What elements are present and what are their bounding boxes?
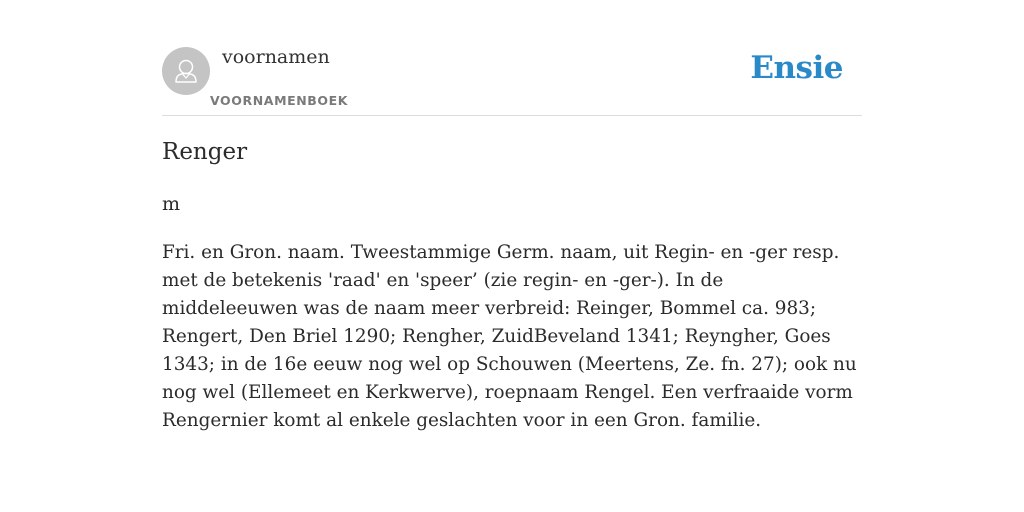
entry-container: [162, 0, 862, 431]
avatar-person-icon: [162, 47, 210, 95]
entry-title: Renger: [162, 139, 248, 165]
user-avatar-icon[interactable]: [162, 47, 210, 95]
ensie-logo[interactable]: Ensie: [750, 50, 843, 86]
author-name-link[interactable]: voornamen: [222, 46, 330, 68]
entry-header: [162, 0, 862, 116]
entry-gender: m: [162, 193, 181, 215]
category-link[interactable]: VOORNAMENBOEK: [210, 93, 349, 108]
entry-definition: Fri. en Gron. naam. Tweestammige Germ. naam, uit Regin- en -ger resp. met de betekenis 'raad' en 'speer’ (zie regin- en -ger-). In de middeleeuwen was de naam meer verbreid: Reinger, Bommel ca. 983; Rengert, Den Briel 1290; Rengher, ZuidBeveland 1341; Reyngher, Goes 1343; in de 16e eeuw nog wel op Schouwen (Meertens, Ze. fn. 27); ook nu nog wel (Ellemeet en Kerkwerve), roepnaam Rengel. Een verfraaide vorm Rengernier komt al enkele geslachten voor in een Gron. familie.: [162, 242, 857, 431]
